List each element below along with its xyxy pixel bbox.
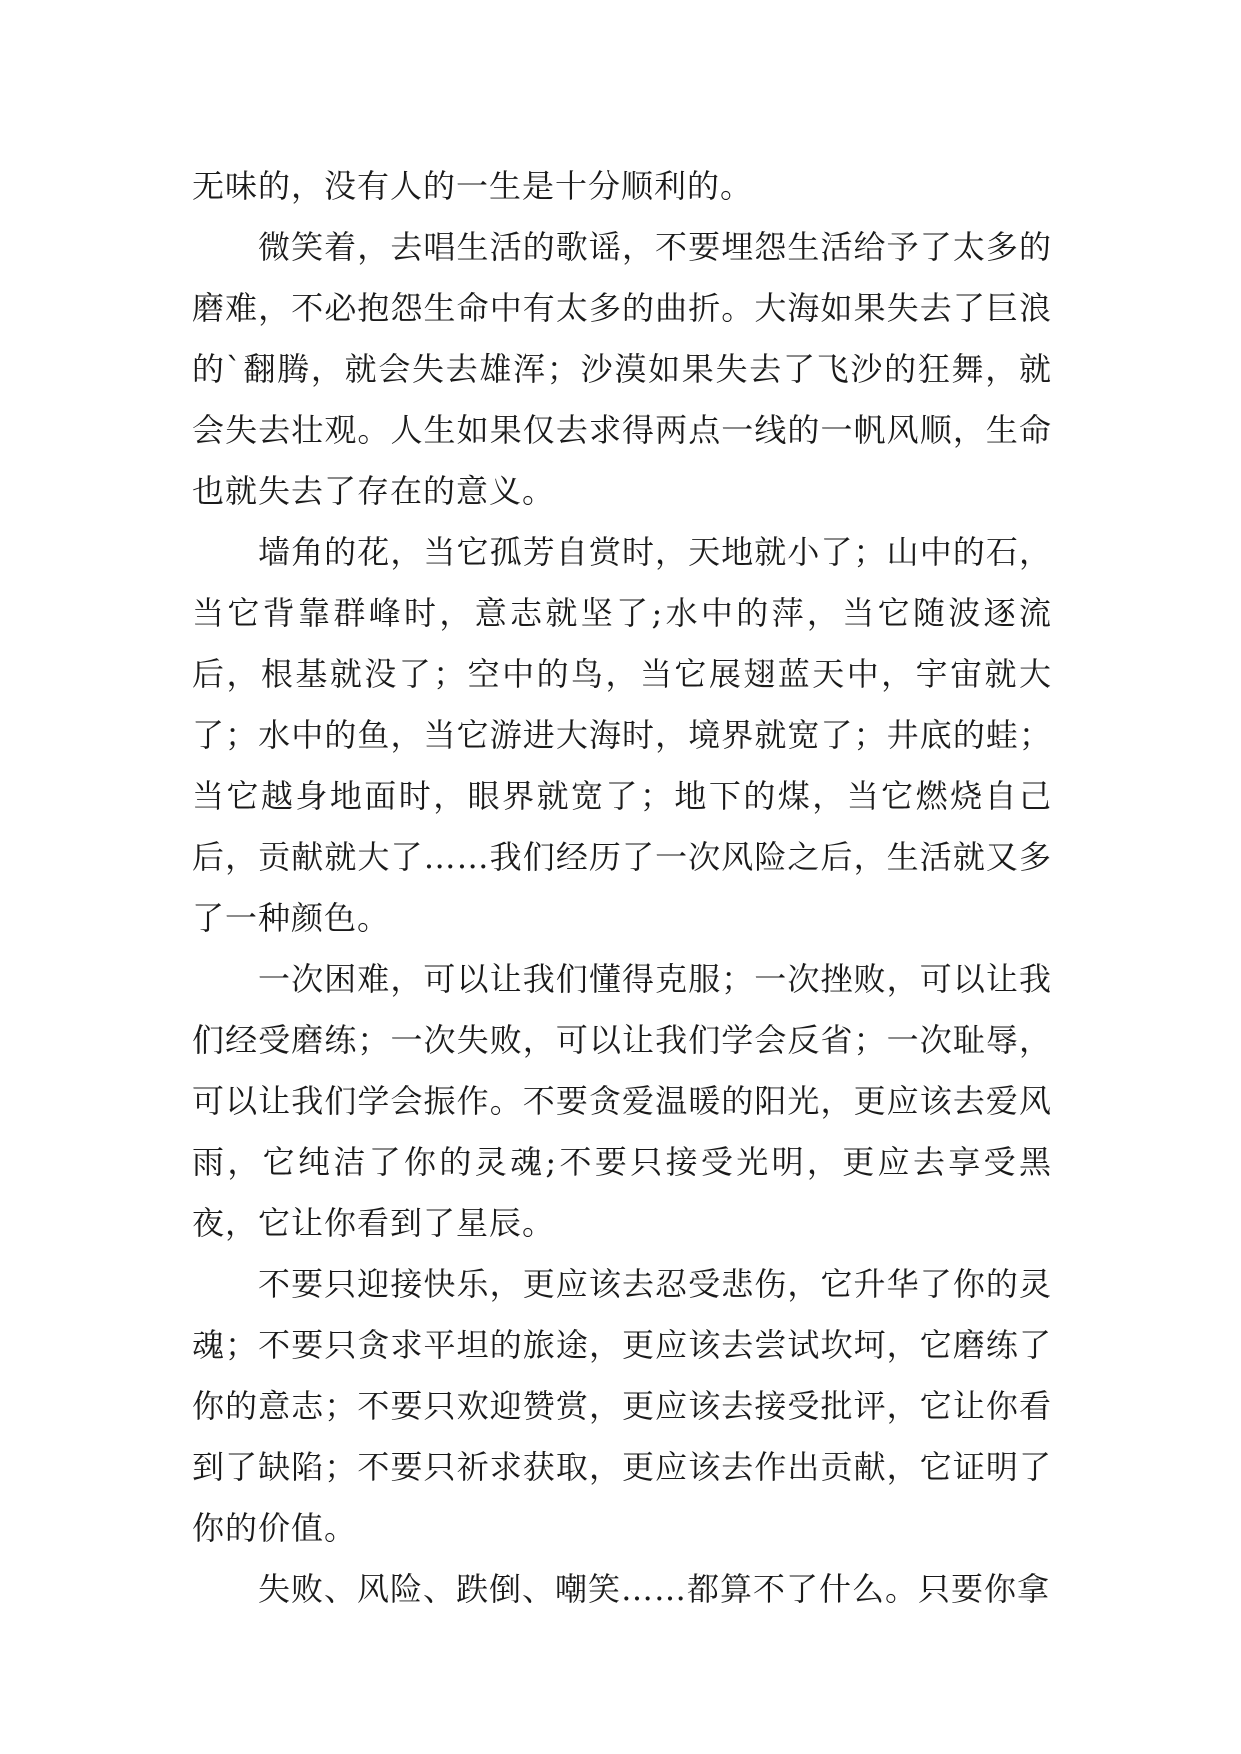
paragraph-4: 一次困难，可以让我们懂得克服；一次挫败，可以让我们经受磨练；一次失败，可以让我们学会反省；一次耻辱，可以让我们学会振作。不要贪爱温暖的阳光，更应该去爱风雨，它纯洁了你的灵魂;不要只接受光明，更应去享受黑夜，它让你看到了星辰。 [192, 960, 1052, 1242]
paragraph-2: 微笑着，去唱生活的歌谣，不要埋怨生活给予了太多的磨难，不必抱怨生命中有太多的曲折。大海如果失去了巨浪的`翻腾，就会失去雄浑；沙漠如果失去了飞沙的狂舞，就会失去壮观。人生如果仅去求得两点一线的一帆风顺，生命也就失去了存在的意义。 [192, 228, 1052, 510]
document-body [192, 156, 1052, 1620]
paragraph-6: 失败、风险、跌倒、嘲笑……都算不了什么。只要你拿 [258, 1570, 1051, 1608]
paragraph-5: 不要只迎接快乐，更应该去忍受悲伤，它升华了你的灵魂；不要只贪求平坦的旅途，更应该去尝试坎坷，它磨练了你的意志；不要只欢迎赞赏，更应该去接受批评，它让你看到了缺陷；不要只祈求获取，更应该去作出贡献，它证明了你的价值。 [192, 1265, 1052, 1547]
paragraph-1: 无味的，没有人的一生是十分顺利的。 [192, 167, 754, 205]
paragraph-3: 墙角的花，当它孤芳自赏时，天地就小了；山中的石，当它背靠群峰时，意志就坚了;水中的萍，当它随波逐流后，根基就没了；空中的鸟，当它展翅蓝天中，宇宙就大了；水中的鱼，当它游进大海时，境界就宽了；井底的蛙；当它越身地面时，眼界就宽了；地下的煤，当它燃烧自己后，贡献就大了……我们经历了一次风险之后，生活就又多了一种颜色。 [192, 533, 1052, 937]
